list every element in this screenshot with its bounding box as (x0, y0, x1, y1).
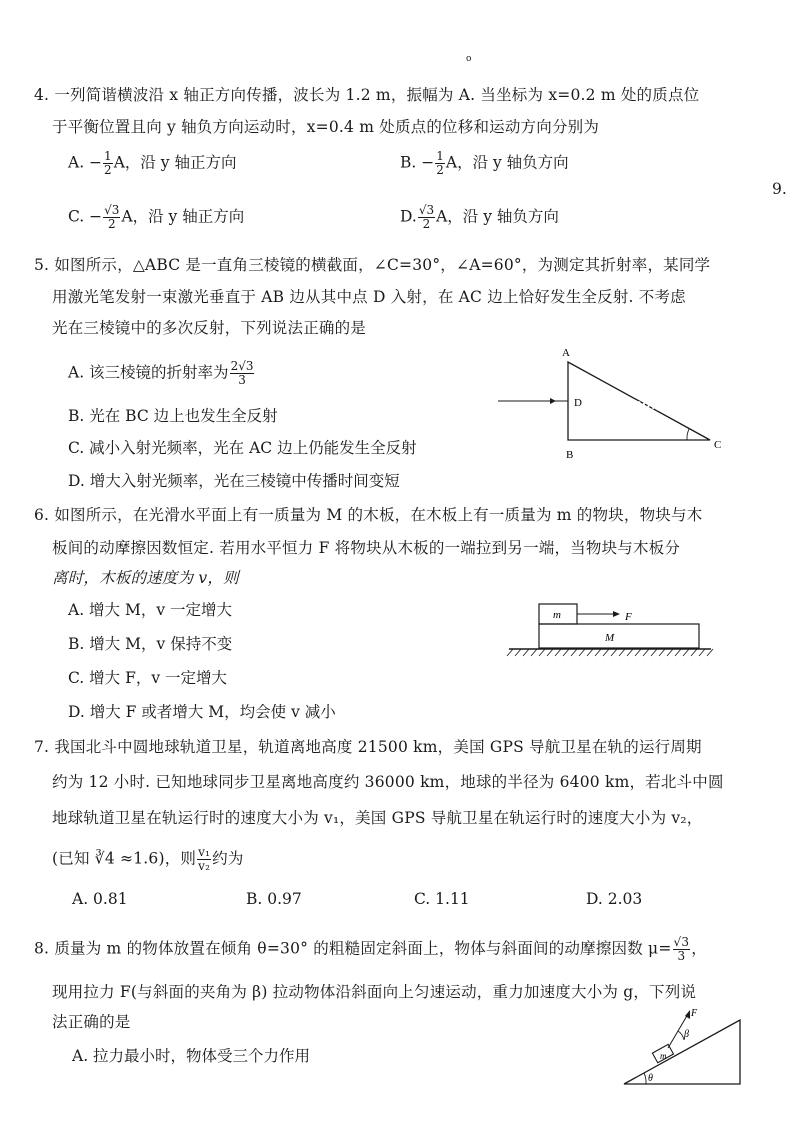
incline (624, 1020, 740, 1084)
prism-figure (490, 340, 730, 465)
q5-stem-line-2: 用激光笔发射一束激光垂直于 AB 边从其中点 D 入射，在 AC 边上恰好发生全反射. 不考虑 (52, 288, 686, 306)
q8-option-a: A. 拉力最小时，物体受三个力作用 (72, 1047, 311, 1065)
ground-hatching (507, 649, 713, 656)
label-d: D (574, 397, 582, 409)
q6-stem-line-3: 离时，木板的速度为 v，则 (52, 569, 239, 587)
faded-edge (610, 392, 660, 410)
q4-option-d: D. $\frac{√3}{2}$ A，沿 y 轴负方向 (400, 203, 559, 231)
label-f: F (625, 611, 632, 623)
label-b: B (566, 449, 574, 461)
label-a: A (562, 347, 570, 359)
q7-stem-line-2: 约为 12 小时. 已知地球同步卫星离地高度约 36000 km，地球的半径为 6400 km，若北斗中圆 (52, 773, 724, 791)
label-m-large: M (605, 632, 615, 644)
label-m: m (660, 1051, 667, 1061)
page-mark: o (466, 54, 472, 64)
beam-arrow-icon (550, 398, 556, 404)
q5-option-b: B. 光在 BC 边上也发生全反射 (68, 407, 278, 425)
block-board-figure (505, 598, 715, 664)
q5-stem-line-1: 5. 如图所示，△ABC 是一直角三棱镜的横截面，∠C=30°，∠A=60°，为测定其折射率，某同学 (34, 256, 711, 274)
q6-option-d: D. 增大 F 或者增大 M，均会使 v 减小 (68, 703, 336, 721)
side-question-number: 9. (772, 180, 787, 198)
angle-c-arc (687, 429, 689, 440)
q7-option-d: D. 2.03 (586, 890, 643, 908)
incline-figure (616, 1006, 746, 1088)
label-m-small: m (553, 609, 561, 621)
q5-option-a: A. 该三棱镜的折射率为 $\frac{2√3}{3}$ (68, 359, 254, 387)
q7-stem-line-4: (已知 ∛4 ≈1.6)，则 $\frac{\text{v₁}}{\text{v₂}}$ 约为 (52, 845, 244, 873)
q5-option-d: D. 增大入射光频率，光在三棱镜中传播时间变短 (68, 472, 400, 490)
q6-option-c: C. 增大 F，v 一定增大 (68, 669, 228, 687)
q4-option-b: B. − $\frac{1}{2}$ A，沿 y 轴负方向 (400, 149, 569, 177)
q7-stem-line-1: 7. 我国北斗中圆地球轨道卫星，轨道离地高度 21500 km，美国 GPS 导航卫星在轨的运行周期 (34, 738, 702, 756)
q4-stem-line-1: 4. 一列简谐横波沿 x 轴正方向传播，波长为 1.2 m，振幅为 A. 当坐标为 x=0.2 m 处的质点位 (34, 86, 700, 104)
q6-option-a: A. 增大 M，v 一定增大 (68, 601, 233, 619)
q7-option-c: C. 1.11 (414, 890, 470, 908)
q6-stem-line-1: 6. 如图所示，在光滑水平面上有一质量为 M 的木板，在木板上有一质量为 m 的物块，物块与木 (34, 506, 703, 524)
q7-option-a: A. 0.81 (72, 890, 128, 908)
q8-stem-line-2: 现用拉力 F(与斜面的夹角为 β) 拉动物体沿斜面向上匀速运动，重力加速度大小为 g，下列说 (52, 983, 697, 1001)
q6-stem-line-2: 板间的动摩擦因数恒定. 若用水平恒力 F 将物块从木板的一端拉到另一端，当物块与木板分 (52, 539, 681, 557)
q8-stem-line-1: 8. 质量为 m 的物体放置在倾角 θ=30° 的粗糙固定斜面上，物体与斜面间的动摩擦因数 μ= $\frac{√3}{3}$ ， (34, 935, 707, 963)
label-f: F (691, 1008, 698, 1019)
prism-triangle (568, 362, 710, 440)
q7-stem-line-3: 地球轨道卫星在轨运行时的速度大小为 v₁，美国 GPS 导航卫星在轨运行时的速度大小为 v₂， (52, 809, 703, 827)
q5-option-c: C. 减小入射光频率，光在 AC 边上仍能发生全反射 (68, 439, 417, 457)
theta-arc (644, 1073, 646, 1084)
q7-option-b: B. 0.97 (246, 890, 302, 908)
q4-stem-line-2: 于平衡位置且向 y 轴负方向运动时，x=0.4 m 处质点的位移和运动方向分别为 (52, 118, 600, 136)
label-beta: β (684, 1029, 689, 1040)
board (539, 624, 699, 648)
label-c: C (714, 439, 722, 451)
q4-option-c: C. − $\frac{√3}{2}$ A，沿 y 轴正方向 (68, 203, 245, 231)
q5-stem-line-3: 光在三棱镜中的多次反射，下列说法正确的是 (52, 319, 367, 337)
force-arrow-icon (613, 611, 620, 617)
q4-option-a: A. − $\frac{1}{2}$ A，沿 y 轴正方向 (68, 149, 237, 177)
label-theta: θ (648, 1073, 653, 1084)
q8-stem-line-3: 法正确的是 (52, 1013, 131, 1031)
q6-option-b: B. 增大 M，v 保持不变 (68, 635, 233, 653)
